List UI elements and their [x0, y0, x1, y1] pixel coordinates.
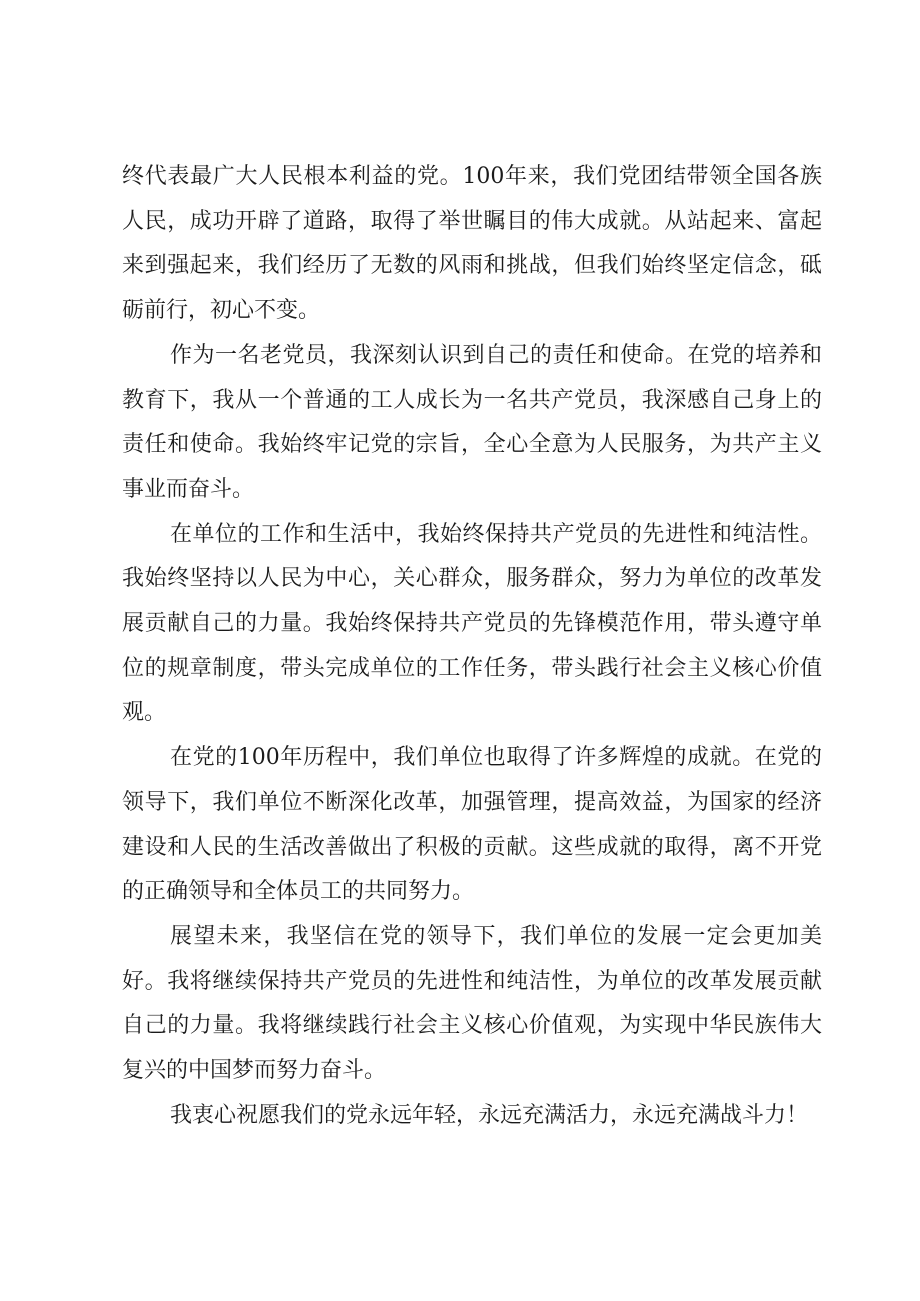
- paragraph-work-life: 在单位的工作和生活中，我始终保持共产党员的先进性和纯洁性。我始终坚持以人民为中心，关心群众，服务群众，努力为单位的改革发展贡献自己的力量。我始终保持共产党员的先锋模范作用，带头遵守单位的规章制度，带头完成单位的工作任务，带头践行社会主义核心价值观。: [122, 521, 822, 726]
- paragraph-responsibility: 作为一名老党员，我深刻认识到自己的责任和使命。在党的培养和教育下，我从一个普通的工人成长为一名共产党员，我深感自己身上的责任和使命。我始终牢记党的宗旨，全心全意为人民服务，为共产主义事业而奋斗。: [122, 342, 822, 502]
- document-body: [122, 155, 822, 1138]
- paragraph-continuation: 终代表最广大人民根本利益的党。100年来，我们党团结带领全国各族人民，成功开辟了道路，取得了举世瞩目的伟大成就。从站起来、富起来到强起来，我们经历了无数的风雨和挑战，但我们始终坚定信念，砥砺前行，初心不变。: [122, 164, 822, 324]
- paragraph-achievements: 在党的100年历程中，我们单位也取得了许多辉煌的成就。在党的领导下，我们单位不断深化改革，加强管理，提高效益，为国家的经济建设和人民的生活改善做出了积极的贡献。这些成就的取得，离不开党的正确领导和全体员工的共同努力。: [122, 745, 822, 905]
- paragraph-outlook: 展望未来，我坚信在党的领导下，我们单位的发展一定会更加美好。我将继续保持共产党员的先进性和纯洁性，为单位的改革发展贡献自己的力量。我将继续践行社会主义核心价值观，为实现中华民族伟大复兴的中国梦而努力奋斗。: [122, 923, 822, 1084]
- paragraph-wishes: 我衷心祝愿我们的党永远年轻，永远充满活力，永远充满战斗力！: [170, 1102, 809, 1128]
